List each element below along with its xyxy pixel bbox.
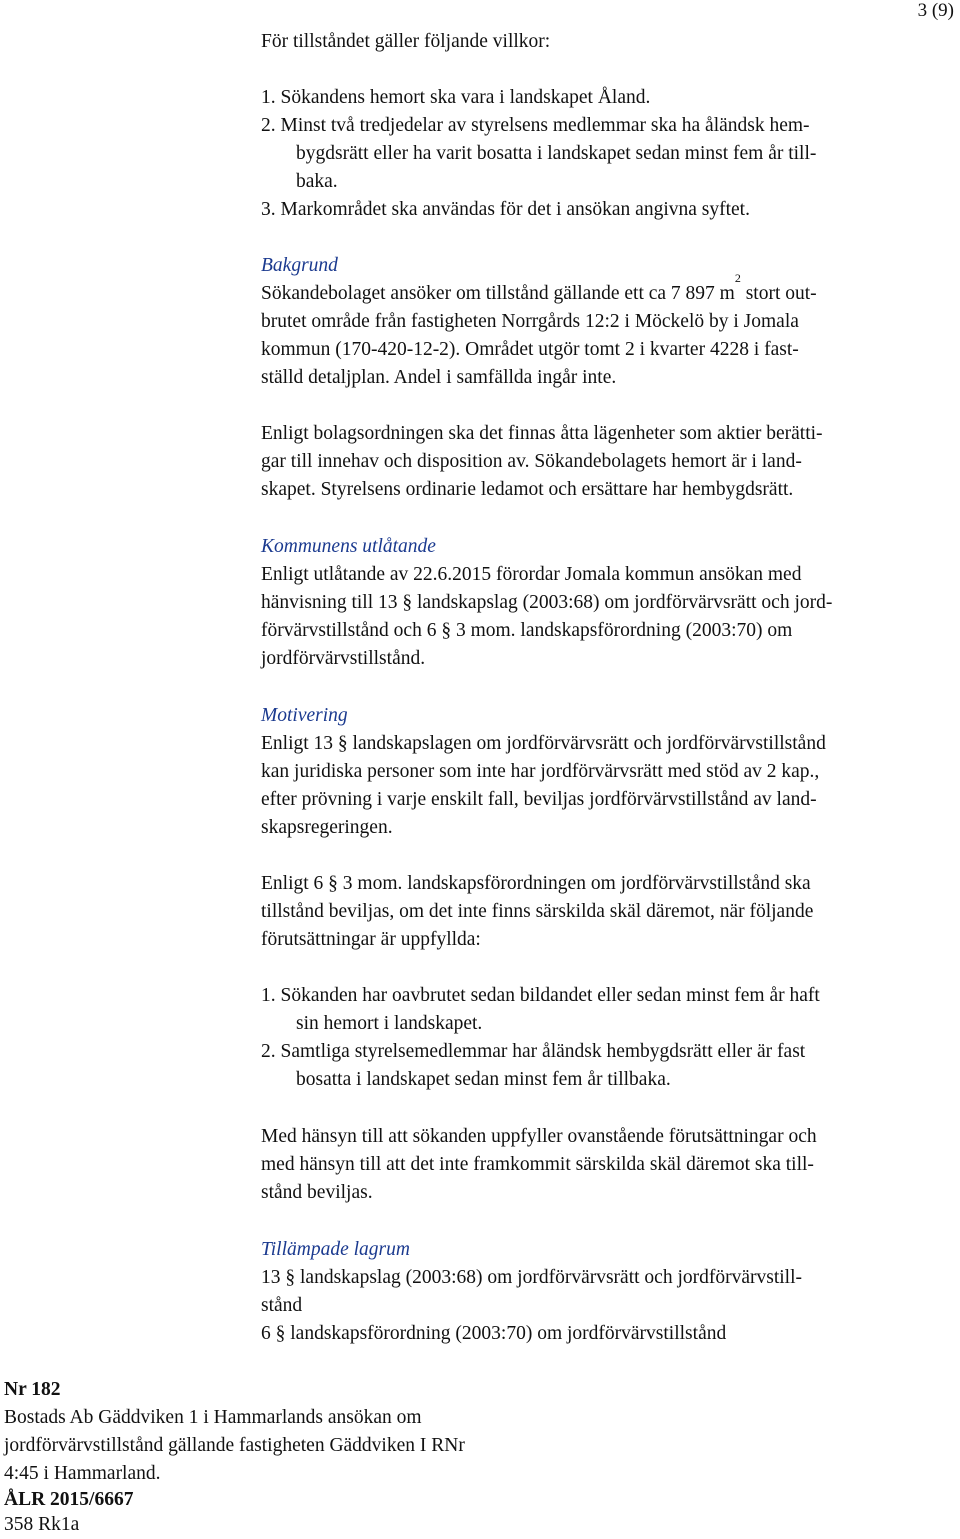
condition-item-2-cont: baka. xyxy=(296,171,338,192)
case-title-line: Bostads Ab Gäddviken 1 i Hammarlands ansökan om xyxy=(4,1407,422,1428)
list-text: Minst två tredjedelar av styrelsens medlemmar ska ha åländsk hem- xyxy=(280,115,810,136)
bakgrund-paragraph-line: kommun (170-420-12-2). Området utgör tomt 2 i kvarter 4228 i fast- xyxy=(261,339,799,360)
condition-item-2 xyxy=(261,112,810,140)
kommunens-line: jordförvärvstillstånd. xyxy=(261,648,426,669)
motivering-item-2 xyxy=(261,1038,805,1066)
section-heading-bakgrund: Bakgrund xyxy=(261,255,338,276)
lagrum-line: 13 § landskapslag (2003:68) om jordförvärvsrätt och jordförvärvstill- xyxy=(261,1267,803,1288)
list-text: Sökandens hemort ska vara i landskapet Åland. xyxy=(280,87,651,108)
kommunens-line: hänvisning till 13 § landskapslag (2003:68) om jordförvärvsrätt och jord- xyxy=(261,592,833,613)
bakgrund-paragraph-line: ställd detaljplan. Andel i samfällda ingår inte. xyxy=(261,367,617,388)
motivering-p3-line: Med hänsyn till att sökanden uppfyller ovanstående förutsättningar och xyxy=(261,1126,817,1147)
bakgrund-paragraph2-line: skapet. Styrelsens ordinarie ledamot och ersättare har hembygdsrätt. xyxy=(261,479,794,500)
motivering-p2-line: Enligt 6 § 3 mom. landskapsförordningen om jordförvärvstillstånd ska xyxy=(261,873,811,894)
section-heading-motivering: Motivering xyxy=(261,705,348,726)
section-heading-lagrum: Tillämpade lagrum xyxy=(261,1239,410,1260)
list-text: Markområdet ska användas för det i ansökan angivna syftet. xyxy=(280,199,750,220)
list-number: 1. xyxy=(261,87,276,108)
motivering-p2-line: tillstånd beviljas, om det inte finns särskilda skäl däremot, när följande xyxy=(261,901,814,922)
section-heading-kommunens: Kommunens utlåtande xyxy=(261,536,436,557)
motivering-line: skapsregeringen. xyxy=(261,817,393,838)
condition-item-2-cont: bygdsrätt eller ha varit bosatta i landskapet sedan minst fem år till- xyxy=(296,143,817,164)
lagrum-line: 6 § landskapsförordning (2003:70) om jordförvärvstillstånd xyxy=(261,1323,727,1344)
bakgrund-paragraph-line xyxy=(261,271,817,308)
text-run: stort out- xyxy=(740,283,817,304)
motivering-p2-line: förutsättningar är uppfyllda: xyxy=(261,929,481,950)
case-title-line: 4:45 i Hammarland. xyxy=(4,1463,161,1484)
motivering-line: kan juridiska personer som inte har jordförvärvsrätt med stöd av 2 kap., xyxy=(261,761,820,782)
case-reference: ÅLR 2015/6667 xyxy=(4,1489,134,1510)
motivering-item-1 xyxy=(261,982,820,1010)
list-number: 3. xyxy=(261,199,276,220)
kommunens-line: Enligt utlåtande av 22.6.2015 förordar Jomala kommun ansökan med xyxy=(261,564,802,585)
motivering-p3-line: med hänsyn till att det inte framkommit särskilda skäl däremot ska till- xyxy=(261,1154,814,1175)
list-number: 1. xyxy=(261,985,276,1006)
list-number: 2. xyxy=(261,115,276,136)
list-text: Samtliga styrelsemedlemmar har åländsk hembygdsrätt eller är fast xyxy=(280,1041,806,1062)
motivering-line: Enligt 13 § landskapslagen om jordförvärvsrätt och jordförvärvstillstånd xyxy=(261,733,826,754)
list-number: 2. xyxy=(261,1041,276,1062)
kommunens-line: förvärvstillstånd och 6 § 3 mom. landskapsförordning (2003:70) om xyxy=(261,620,793,641)
condition-item-1 xyxy=(261,84,650,112)
bakgrund-paragraph-line: brutet område från fastigheten Norrgårds 12:2 i Möckelö by i Jomala xyxy=(261,311,799,332)
conditions-intro: För tillståndet gäller följande villkor: xyxy=(261,31,551,52)
superscript: 2 xyxy=(734,271,741,285)
lagrum-line: stånd xyxy=(261,1295,303,1316)
text-run: Sökandebolaget ansöker om tillstånd gällande ett ca 7 897 m xyxy=(261,283,735,304)
bakgrund-paragraph2-line: Enligt bolagsordningen ska det finnas åtta lägenheter som aktier berätti- xyxy=(261,423,823,444)
case-title-line: jordförvärvstillstånd gällande fastigheten Gäddviken I RNr xyxy=(4,1435,465,1456)
case-code: 358 Rk1a xyxy=(4,1514,80,1535)
page-number: 3 (9) xyxy=(917,0,954,21)
motivering-p3-line: stånd beviljas. xyxy=(261,1182,373,1203)
list-text: Sökanden har oavbrutet sedan bildandet eller sedan minst fem år haft xyxy=(280,985,820,1006)
motivering-line: efter prövning i varje enskilt fall, beviljas jordförvärvstillstånd av land- xyxy=(261,789,817,810)
case-number: Nr 182 xyxy=(4,1379,61,1400)
motivering-item-1-cont: sin hemort i landskapet. xyxy=(296,1013,483,1034)
bakgrund-paragraph2-line: gar till innehav och disposition av. Sökandebolagets hemort är i land- xyxy=(261,451,802,472)
motivering-item-2-cont: bosatta i landskapet sedan minst fem år tillbaka. xyxy=(296,1069,671,1090)
condition-item-3 xyxy=(261,196,750,224)
